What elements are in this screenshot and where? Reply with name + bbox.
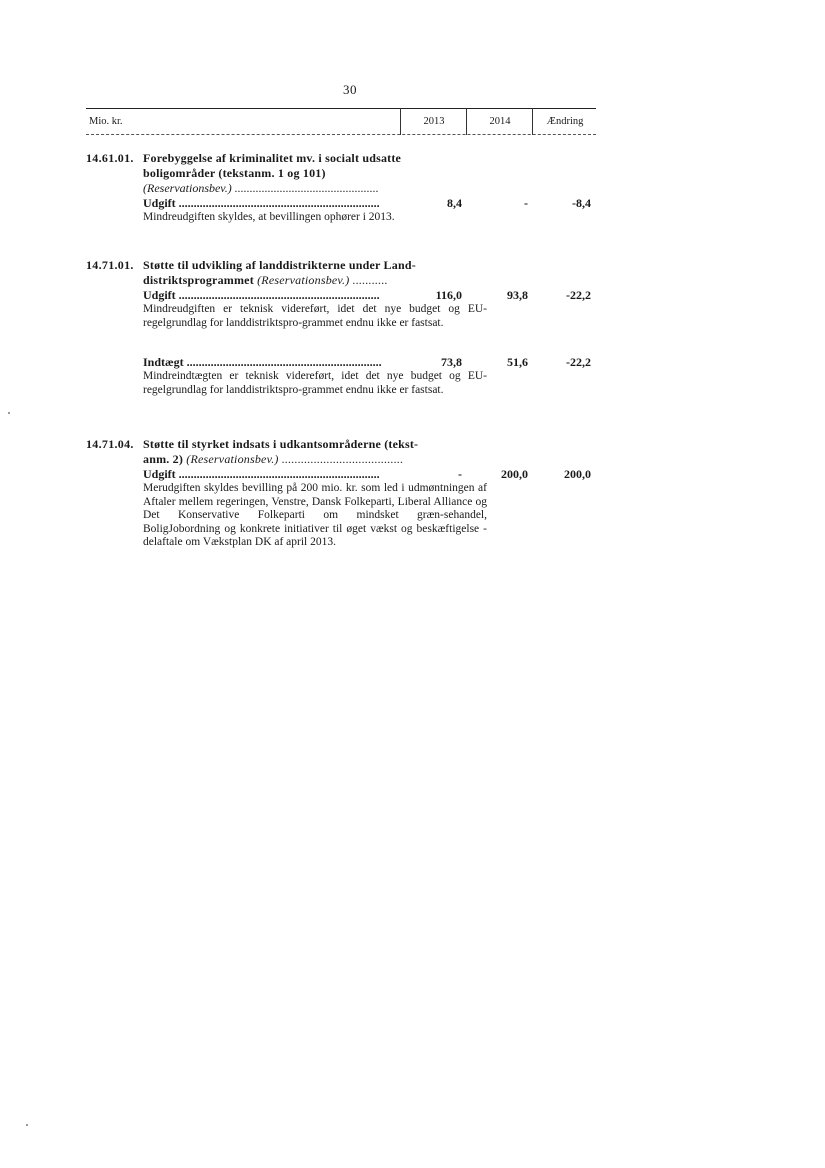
value-2014: 93,8 [507,288,528,302]
entry-title-line: Støtte til udvikling af landdistrikterne under Land- [143,258,416,272]
explanation-note: Merudgiften skyldes bevilling på 200 mio. kr. som led i udmøntningen af Aftaler mellem regeringen, Venstre, Dansk Folkeparti, Liberal Alliance og Det Konservative Folkeparti om mindsket græn-sehandel, BoligJobordning og konkrete initiativer til øget vækst og beskæftigelse - delaftale om Vækstplan DK af april 2013. [143,482,487,548]
header-bottom-rule [86,134,596,135]
scan-speck [26,1124,28,1126]
entry-title-line [143,452,488,467]
value-change: -8,4 [572,196,591,210]
entry-title-line: Forebyggelse af kriminalitet mv. i socialt udsatte [143,151,402,165]
value-2014: - [524,196,528,210]
reservation-line: (Reservationsbev.) ................................................ [143,181,379,195]
account-number: 14.61.01. [86,151,134,165]
value-change: 200,0 [564,467,591,481]
entry-title [143,151,488,181]
entry-title-text: distriktsprogrammet [143,273,254,287]
explanation-note: Mindreindtægten er teknisk videreført, idet det nye budget og EU-regelgrundlag for landdistriktspro-grammet endnu ikke er fastsat. [143,370,487,396]
entry-title-text: anm. 2) [143,452,184,466]
value-2013: - [458,467,462,481]
explanation-note: Mindreudgiften er teknisk videreført, idet det nye budget og EU-regelgrundlag for landdistriktspro-grammet endnu ikke er fastsat. [143,303,487,329]
entry-title-line: Støtte til styrket indsats i udkantsområderne (tekst- [143,437,419,451]
item-label-expense: Udgift ................................................................... [143,467,380,481]
account-number: 14.71.04. [86,437,134,451]
value-2013: 73,8 [441,355,462,369]
entry-title [143,437,488,467]
item-label-expense: Udgift ................................................................... [143,196,380,210]
entry-title-line [143,273,488,288]
item-label-expense: Udgift ................................................................... [143,288,380,302]
header-unit-label: Mio. kr. [89,116,123,127]
header-col-change: Ændring [532,108,597,135]
reservation-text: (Reservationsbev.) ...................................... [183,452,404,466]
header-col-2014: 2014 [466,108,533,135]
entry-title-line: boligområder (tekstanm. 1 og 101) [143,166,326,180]
table-header [86,108,596,135]
item-label-revenue: Indtægt ................................................................. [143,355,382,369]
value-2014: 200,0 [501,467,528,481]
scan-speck [8,412,10,414]
value-change: -22,2 [566,288,591,302]
value-2014: 51,6 [507,355,528,369]
explanation-note: Mindreudgiften skyldes, at bevillingen ophører i 2013. [143,211,395,223]
value-2013: 8,4 [447,196,462,210]
reservation-text: (Reservationsbev.) ........... [253,273,388,287]
header-col-2013: 2013 [400,108,467,135]
account-number: 14.71.01. [86,258,134,272]
entry-title [143,258,488,288]
value-change: -22,2 [566,355,591,369]
value-2013: 116,0 [435,288,462,302]
page-number: 30 [343,82,357,97]
